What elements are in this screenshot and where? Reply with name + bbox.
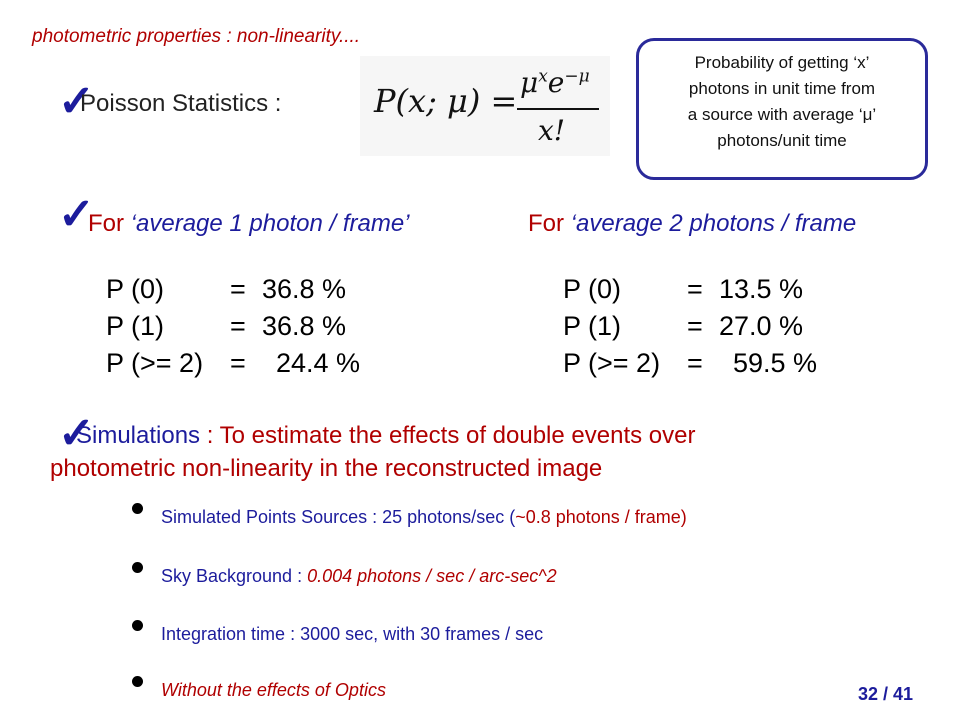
case2-row [563, 274, 621, 305]
prob-label: P (>= 2) [106, 348, 204, 378]
case1-row [106, 311, 164, 342]
prob-label: P (1) [563, 311, 622, 341]
poisson-label: Poisson Statistics : [80, 90, 282, 117]
simulations-line-1 [76, 422, 695, 450]
case2-eq [687, 348, 703, 379]
case2-value [733, 348, 817, 379]
case2-eq [687, 311, 703, 342]
simulations-text: : To estimate the effects of double events over [200, 422, 696, 449]
case2-row [563, 348, 660, 379]
slide-subtitle: photometric properties : non-linearity.... [32, 26, 361, 47]
formula-denominator: x! [538, 114, 566, 147]
prob-label: P (>= 2) [563, 348, 661, 378]
bullet-point-sources [161, 507, 687, 528]
formula-exp-mu: −μ [564, 66, 590, 87]
case2-row [563, 311, 621, 342]
formula-numerator [520, 66, 590, 99]
case1-heading-prefix: For [88, 210, 131, 237]
checkmark-icon: ✓ [58, 190, 95, 239]
case1-eq [230, 311, 246, 342]
page-number: 32 / 41 [858, 684, 914, 704]
case1-value [262, 274, 346, 305]
case2-heading-prefix: For [528, 210, 571, 237]
poisson-formula [360, 56, 610, 156]
case1-heading [88, 210, 410, 238]
bullet-icon [132, 503, 143, 514]
case2-heading [528, 210, 856, 238]
prob-label: P (0) [563, 274, 622, 304]
prob-value: 13.5 % [719, 274, 804, 304]
case1-row [106, 348, 203, 379]
formula-fraction-bar [517, 108, 599, 110]
formula-mu: μ [520, 66, 539, 99]
bullet-label: Sky Background : [161, 566, 308, 586]
case1-eq [230, 348, 246, 379]
equals-sign: = [687, 311, 703, 341]
prob-label: P (0) [106, 274, 165, 304]
case2-value [719, 274, 803, 305]
equals-sign: = [230, 311, 246, 341]
callout-line-1: Probability of getting ‘x’ [694, 53, 870, 72]
formula-exp-x: x [538, 66, 548, 87]
prob-value: 36.8 % [262, 311, 347, 341]
formula-e: e [547, 66, 565, 99]
bullet-integration-time: Integration time : 3000 sec, with 30 frames / sec [161, 624, 544, 644]
equals-sign: = [687, 274, 703, 304]
prob-value: 59.5 % [733, 348, 818, 378]
prob-label: P (1) [106, 311, 165, 341]
case2-heading-text: ‘average 2 photons / frame [570, 210, 857, 237]
equals-sign: = [230, 348, 246, 378]
case1-row [106, 274, 164, 305]
callout-line-4: photons/unit time [717, 131, 847, 150]
bullet-icon [132, 562, 143, 573]
simulations-label: Simulations [76, 422, 201, 449]
bullet-value: 25 photons/sec ( [382, 507, 516, 527]
checkmark-icon: ✓ [58, 409, 95, 458]
bullet-value-2: ~0.8 photons / frame) [515, 507, 687, 527]
prob-value: 27.0 % [719, 311, 804, 341]
bullet-icon [132, 620, 143, 631]
bullet-value: 0.004 photons / sec / arc-sec^2 [307, 566, 557, 586]
bullet-sky-background [161, 566, 557, 587]
prob-value: 36.8 % [262, 274, 347, 304]
bullet-no-optics: Without the effects of Optics [161, 680, 386, 700]
callout-line-3: a source with average ‘μ’ [687, 105, 877, 124]
bullet-icon [132, 676, 143, 687]
bullet-label: Simulated Points Sources : [161, 507, 383, 527]
equals-sign: = [230, 274, 246, 304]
case1-heading-text: ‘average 1 photon / frame’ [130, 210, 410, 237]
probability-callout [636, 38, 928, 180]
checkmark-icon: ✓ [58, 77, 95, 126]
case2-value [719, 311, 803, 342]
case1-value [262, 311, 346, 342]
case1-value [276, 348, 360, 379]
callout-line-2: photons in unit time from [688, 79, 876, 98]
equals-sign: = [687, 348, 703, 378]
prob-value: 24.4 % [276, 348, 361, 378]
formula-lhs: P(x; μ) = [374, 82, 518, 120]
simulations-line-2: photometric non-linearity in the reconstructed image [50, 455, 603, 482]
case2-eq [687, 274, 703, 305]
case1-eq [230, 274, 246, 305]
